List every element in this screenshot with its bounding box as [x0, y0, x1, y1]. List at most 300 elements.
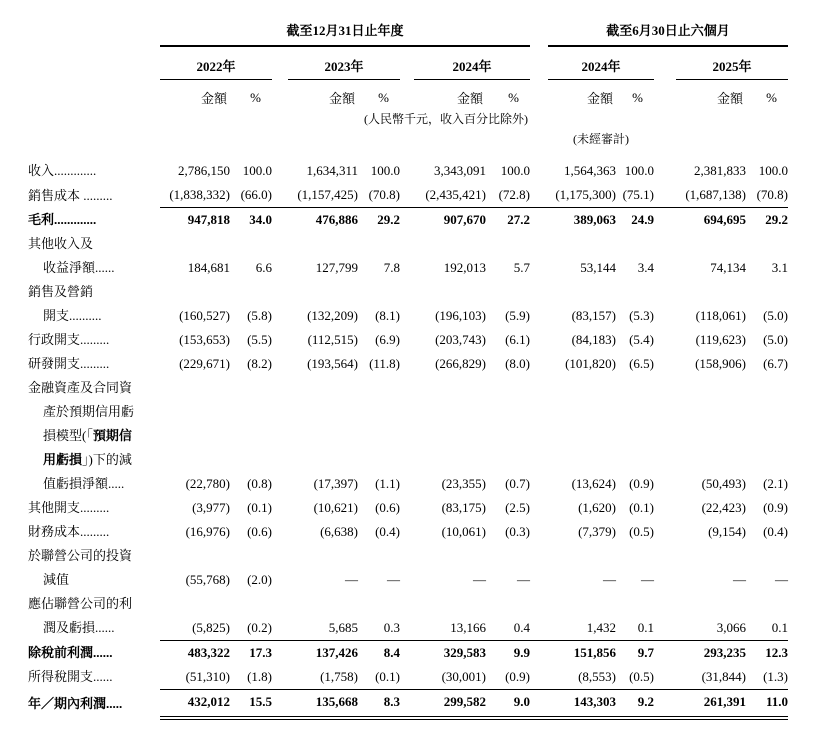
header-spacer [676, 129, 788, 159]
row-label-line [28, 184, 160, 208]
amount-cell: 2,786,150 [178, 163, 230, 178]
amount-cell: 299,582 [414, 689, 486, 718]
amount-cell: (158,906) [695, 356, 747, 371]
amount-cell: 329,583 [414, 640, 486, 665]
amount-cell: (51,310) [185, 668, 230, 684]
column-spacer [272, 689, 288, 718]
column-spacer [530, 183, 548, 208]
row-label-text: 其他開支......... [28, 500, 110, 515]
column-spacer [400, 80, 414, 110]
percent-cell: 8.3 [358, 689, 400, 718]
column-spacer [400, 159, 414, 183]
row-label-line [28, 376, 160, 400]
column-spacer [272, 640, 288, 665]
percent-cell: (0.2) [247, 619, 272, 635]
percent-cell: (72.8) [498, 187, 531, 202]
percent-cell: (75.1) [622, 187, 655, 202]
table-row [28, 592, 788, 640]
table-row [28, 328, 788, 352]
percent-cell: (5.3) [629, 308, 655, 323]
amount-cell: — [603, 572, 617, 587]
amount-cell: (1,175,300) [555, 187, 617, 202]
percent-cell: (5.9) [505, 308, 531, 323]
amount-cell: (83,157) [571, 308, 617, 323]
amount-cell: (17,397) [313, 476, 358, 491]
column-spacer [400, 376, 414, 496]
row-label-line [28, 208, 160, 232]
row-label-text: 收益淨額...... [43, 260, 115, 275]
column-spacer [530, 80, 548, 110]
amount-cell: 137,426 [288, 640, 358, 665]
amount-cell: (1,620) [578, 500, 617, 515]
percent-cell: (6.1) [505, 332, 531, 347]
column-spacer [530, 592, 548, 640]
amount-cell: 1,432 [586, 619, 617, 635]
percent-cell: (6.9) [375, 332, 400, 347]
table-row [28, 280, 788, 328]
row-label [28, 520, 160, 544]
row-label-text: 金融資產及合同資 [28, 380, 133, 395]
row-label [28, 280, 160, 328]
amount-cell: 694,695 [676, 208, 746, 233]
percent-cell: (1.3) [763, 668, 789, 684]
column-spacer [400, 208, 414, 233]
percent-cell: (6.7) [763, 356, 789, 371]
amount-cell: (13,624) [571, 476, 617, 491]
table-row [28, 544, 788, 592]
column-spacer [272, 520, 288, 544]
percent-cell: 15.5 [230, 689, 272, 718]
amount-cell: 3,066 [716, 619, 747, 635]
row-label-text: 年／期內利潤..... [28, 695, 123, 711]
group-header-row [28, 16, 788, 46]
column-spacer [654, 640, 676, 665]
column-spacer [272, 208, 288, 233]
table-row [28, 376, 788, 496]
table-row [28, 520, 788, 544]
percent-cell: 3.4 [637, 260, 655, 275]
percent-cell: — [775, 572, 789, 587]
column-spacer [530, 496, 548, 520]
percent-cell: 9.2 [616, 689, 654, 718]
row-label [28, 665, 160, 690]
row-label-text: 值虧損淨額..... [43, 476, 125, 491]
column-spacer [400, 640, 414, 665]
amount-cell: (203,743) [435, 332, 486, 347]
year-header-2024-interim: 2024年 [548, 46, 654, 80]
row-label-text: 於聯營公司的投資 [28, 548, 133, 563]
amount-header: 金額 [456, 91, 483, 106]
percent-cell: (5.0) [763, 332, 789, 347]
amount-cell: (84,183) [571, 332, 617, 347]
row-label-text: 產於預期信用虧 [43, 404, 135, 419]
column-spacer [654, 159, 676, 183]
column-spacer [272, 46, 288, 80]
percent-header: % [250, 89, 261, 105]
amount-cell: 135,668 [288, 689, 358, 718]
amount-cell: (229,671) [179, 356, 230, 371]
row-label [28, 208, 160, 233]
amount-cell: (7,379) [578, 524, 617, 539]
percent-cell: 100.0 [500, 163, 531, 178]
header-spacer [548, 109, 788, 129]
percent-cell: (0.9) [763, 500, 789, 515]
amount-cell: 389,063 [548, 208, 616, 233]
percent-cell: (0.4) [763, 524, 789, 539]
percent-cell: — [517, 572, 531, 587]
row-label [28, 328, 160, 352]
percent-cell: (2.1) [763, 476, 789, 491]
percent-cell: (0.1) [375, 668, 400, 684]
row-label-text: 行政開支......... [28, 332, 110, 347]
column-spacer [654, 376, 676, 496]
column-spacer [654, 232, 676, 280]
row-label-text: 所得稅開支...... [28, 669, 113, 684]
amount-cell: (2,435,421) [425, 187, 486, 202]
percent-cell: (5.4) [629, 332, 655, 347]
row-label-line [28, 352, 160, 376]
percent-cell: 100.0 [242, 163, 272, 178]
amount-cell: (31,844) [701, 668, 747, 684]
column-spacer [530, 280, 548, 328]
header-label-spacer [28, 80, 160, 110]
column-spacer [400, 46, 414, 80]
percent-cell: — [387, 572, 400, 587]
row-label-text: 用虧損 [43, 452, 83, 467]
row-label-line [28, 424, 160, 448]
amount-cell: (153,653) [179, 332, 230, 347]
table-row [28, 183, 788, 208]
column-spacer [654, 208, 676, 233]
amount-cell: (22,423) [701, 500, 747, 515]
column-spacer [530, 232, 548, 280]
percent-cell: 12.3 [746, 640, 788, 665]
percent-cell: 0.3 [383, 619, 400, 635]
amount-cell: 2,381,833 [694, 163, 747, 178]
column-spacer [654, 352, 676, 376]
row-label [28, 352, 160, 376]
row-label-line [28, 472, 160, 496]
row-label-text: 減值 [43, 572, 70, 587]
percent-cell: 29.2 [746, 208, 788, 233]
year-header-2023: 2023年 [288, 46, 400, 80]
row-label [28, 496, 160, 520]
column-spacer [530, 208, 548, 233]
amount-cell: (119,623) [695, 332, 747, 347]
percent-cell: (70.8) [368, 187, 400, 202]
percent-cell: (0.5) [629, 668, 655, 684]
amount-cell: 476,886 [288, 208, 358, 233]
amount-cell: 184,681 [187, 260, 230, 275]
percent-cell: (0.9) [505, 668, 531, 684]
percent-cell: 0.4 [513, 619, 531, 635]
column-spacer [272, 159, 288, 183]
row-label-text: 開支.......... [43, 308, 102, 323]
percent-cell: 7.8 [383, 260, 400, 275]
currency-note-row [28, 109, 788, 129]
column-spacer [400, 183, 414, 208]
table-row [28, 352, 788, 376]
row-label-line [28, 256, 160, 280]
column-spacer [400, 665, 414, 690]
percent-cell: 3.1 [771, 260, 789, 275]
row-label [28, 689, 160, 718]
percent-cell: (8.2) [247, 356, 272, 371]
year-header-2024: 2024年 [414, 46, 530, 80]
amount-cell: — [473, 572, 486, 587]
column-spacer [530, 16, 548, 46]
column-spacer [400, 520, 414, 544]
table-row [28, 232, 788, 280]
row-label-line [28, 159, 160, 183]
amount-cell: 293,235 [676, 640, 746, 665]
percent-cell: (0.8) [247, 476, 272, 491]
amount-cell: 1,634,311 [306, 163, 358, 178]
percent-cell: (0.5) [629, 524, 655, 539]
amount-header: 金額 [717, 91, 744, 106]
column-spacer [400, 544, 414, 592]
column-spacer [272, 80, 288, 110]
percent-header: % [508, 89, 520, 105]
header-label-spacer [28, 46, 160, 80]
column-spacer [530, 376, 548, 496]
amount-cell: (101,820) [565, 356, 617, 371]
percent-cell: (5.8) [247, 308, 272, 323]
amount-cell: 907,670 [414, 208, 486, 233]
row-label-text: 預期信 [92, 428, 132, 443]
row-label-text: 其他收入及 [28, 236, 94, 251]
amount-cell: (266,829) [435, 356, 486, 371]
column-spacer [272, 376, 288, 496]
percent-cell: 17.3 [230, 640, 272, 665]
amount-cell: 192,013 [443, 260, 486, 275]
percent-cell: 0.1 [637, 619, 655, 635]
row-label-text: 銷售及營銷 [28, 284, 94, 299]
column-spacer [272, 592, 288, 640]
column-spacer [400, 352, 414, 376]
amount-cell: — [345, 572, 358, 587]
percent-cell: 6.6 [255, 260, 272, 275]
percent-cell: (1.1) [375, 476, 400, 491]
unaudited-note: (未經審計) [573, 132, 630, 146]
amount-cell: (55,768) [185, 572, 230, 587]
amount-cell: 1,564,363 [564, 163, 617, 178]
amount-cell: (132,209) [307, 308, 358, 323]
percent-cell: (0.3) [505, 524, 531, 539]
amount-cell: (196,103) [435, 308, 486, 323]
amount-cell: 13,166 [450, 619, 486, 635]
amount-cell: (22,780) [185, 476, 230, 491]
column-spacer [400, 592, 414, 640]
column-spacer [530, 129, 548, 159]
percent-cell: 5.7 [513, 260, 531, 275]
column-spacer [272, 280, 288, 328]
percent-cell: (0.4) [375, 524, 400, 539]
column-spacer [272, 232, 288, 280]
percent-cell: 27.2 [486, 208, 530, 233]
percent-cell: 11.0 [746, 689, 788, 718]
column-spacer [400, 280, 414, 328]
currency-note: (人民幣千元，收入百分比除外) [364, 112, 529, 126]
column-spacer [654, 520, 676, 544]
group-title-annual: 截至12月31日止年度 [160, 16, 530, 46]
row-label-line [28, 544, 160, 568]
percent-cell: 0.1 [771, 619, 789, 635]
amount-cell: (9,154) [708, 524, 747, 539]
prospectus-page [0, 16, 834, 720]
table-row [28, 665, 788, 690]
column-spacer [400, 496, 414, 520]
amount-cell: 151,856 [548, 640, 616, 665]
table-row [28, 159, 788, 183]
column-spacer [654, 592, 676, 640]
percent-cell: (0.1) [247, 500, 272, 515]
column-spacer [530, 665, 548, 690]
percent-cell: (70.8) [756, 187, 789, 202]
row-label [28, 376, 160, 496]
row-label-text: 財務成本......... [28, 524, 110, 539]
table-row [28, 208, 788, 233]
column-spacer [272, 183, 288, 208]
column-spacer [654, 544, 676, 592]
amount-cell: 3,343,091 [434, 163, 486, 178]
row-label-text: 」)下的減 [82, 452, 132, 467]
amount-cell: (1,838,332) [169, 187, 230, 202]
percent-cell: (5.5) [247, 332, 272, 347]
column-spacer [654, 328, 676, 352]
row-label-line [28, 592, 160, 616]
amount-cell: (118,061) [695, 308, 747, 323]
row-label [28, 544, 160, 592]
percent-cell: (5.0) [763, 308, 789, 323]
row-label-text: 收入............. [28, 163, 97, 178]
row-label [28, 183, 160, 208]
group-title-interim: 截至6月30日止六個月 [548, 16, 788, 46]
percent-cell: (0.1) [629, 500, 655, 515]
column-spacer [530, 328, 548, 352]
column-spacer [530, 544, 548, 592]
percent-cell: 24.9 [616, 208, 654, 233]
column-spacer [272, 544, 288, 592]
column-spacer [530, 689, 548, 718]
column-spacer [530, 109, 548, 129]
percent-cell: 8.4 [358, 640, 400, 665]
amount-cell: 53,144 [580, 260, 617, 275]
row-label-line [28, 328, 160, 352]
amount-cell: (160,527) [179, 308, 230, 323]
column-spacer [530, 352, 548, 376]
percent-cell: (0.6) [247, 524, 272, 539]
column-spacer [654, 665, 676, 690]
percent-cell: (1.8) [247, 668, 272, 684]
row-label [28, 592, 160, 640]
row-label-text: 銷售成本 ......... [28, 187, 113, 203]
row-label-line [28, 304, 160, 328]
column-spacer [654, 496, 676, 520]
column-spacer [654, 183, 676, 208]
table-row [28, 689, 788, 718]
column-spacer [654, 280, 676, 328]
percent-cell: (2.0) [247, 572, 272, 587]
percent-cell: 100.0 [624, 163, 655, 178]
column-spacer [272, 352, 288, 376]
year-header-row [28, 46, 788, 80]
table-row [28, 640, 788, 665]
percent-cell: (0.9) [629, 476, 655, 491]
row-label-text: 研發開支......... [28, 356, 110, 371]
amount-cell: 432,012 [160, 689, 230, 718]
column-spacer [272, 496, 288, 520]
column-spacer [654, 689, 676, 718]
percent-header: % [632, 89, 644, 105]
row-label-line [28, 520, 160, 544]
amount-cell: (5,825) [192, 619, 230, 635]
row-label-line [28, 616, 160, 640]
row-label-line [28, 568, 160, 592]
amount-cell: (1,687,138) [685, 187, 747, 202]
amount-cell: (1,157,425) [297, 187, 358, 202]
header-label-spacer [28, 109, 160, 129]
column-spacer [654, 129, 676, 159]
amount-cell: (23,355) [441, 476, 486, 491]
amount-cell: (112,515) [307, 332, 358, 347]
amount-cell: (1,758) [320, 668, 358, 684]
amount-cell: (30,001) [441, 668, 486, 684]
column-spacer [400, 689, 414, 718]
row-label [28, 640, 160, 665]
percent-cell: (0.6) [375, 500, 400, 515]
percent-cell: 29.2 [358, 208, 400, 233]
percent-cell: (8.0) [505, 356, 531, 371]
column-spacer [530, 159, 548, 183]
row-label-line [28, 280, 160, 304]
row-label-text: 潤及虧損...... [43, 620, 115, 635]
row-label [28, 159, 160, 183]
row-label [28, 232, 160, 280]
amount-cell: (83,175) [441, 500, 486, 515]
amount-cell: (50,493) [701, 476, 747, 491]
row-label-text: 應佔聯營公司的利 [28, 596, 133, 611]
measure-header-row [28, 80, 788, 110]
row-label-text: 損模型(「 [43, 428, 93, 443]
amount-header: 金額 [587, 91, 614, 106]
amount-cell: 947,818 [160, 208, 230, 233]
row-label-line [28, 232, 160, 256]
row-label-line [28, 448, 160, 472]
table-body [28, 159, 788, 718]
table-row [28, 496, 788, 520]
amount-header: 金額 [200, 91, 227, 106]
amount-cell: (16,976) [185, 524, 230, 539]
row-label-text: 毛利............. [28, 212, 97, 227]
header-spacer [160, 129, 530, 159]
percent-cell: (0.7) [505, 476, 531, 491]
column-spacer [530, 46, 548, 80]
income-statement-table [28, 16, 788, 720]
row-label-line [28, 641, 160, 665]
unaudited-note-row [28, 129, 788, 159]
percent-cell: 9.9 [486, 640, 530, 665]
amount-cell: (3,977) [192, 500, 230, 515]
row-label-line [28, 692, 160, 716]
percent-header: % [766, 89, 778, 105]
percent-header: % [378, 89, 389, 105]
amount-cell: 143,303 [548, 689, 616, 718]
percent-cell: 100.0 [758, 163, 789, 178]
percent-cell: (8.1) [375, 308, 400, 323]
percent-cell: (66.0) [240, 187, 272, 202]
column-spacer [530, 640, 548, 665]
